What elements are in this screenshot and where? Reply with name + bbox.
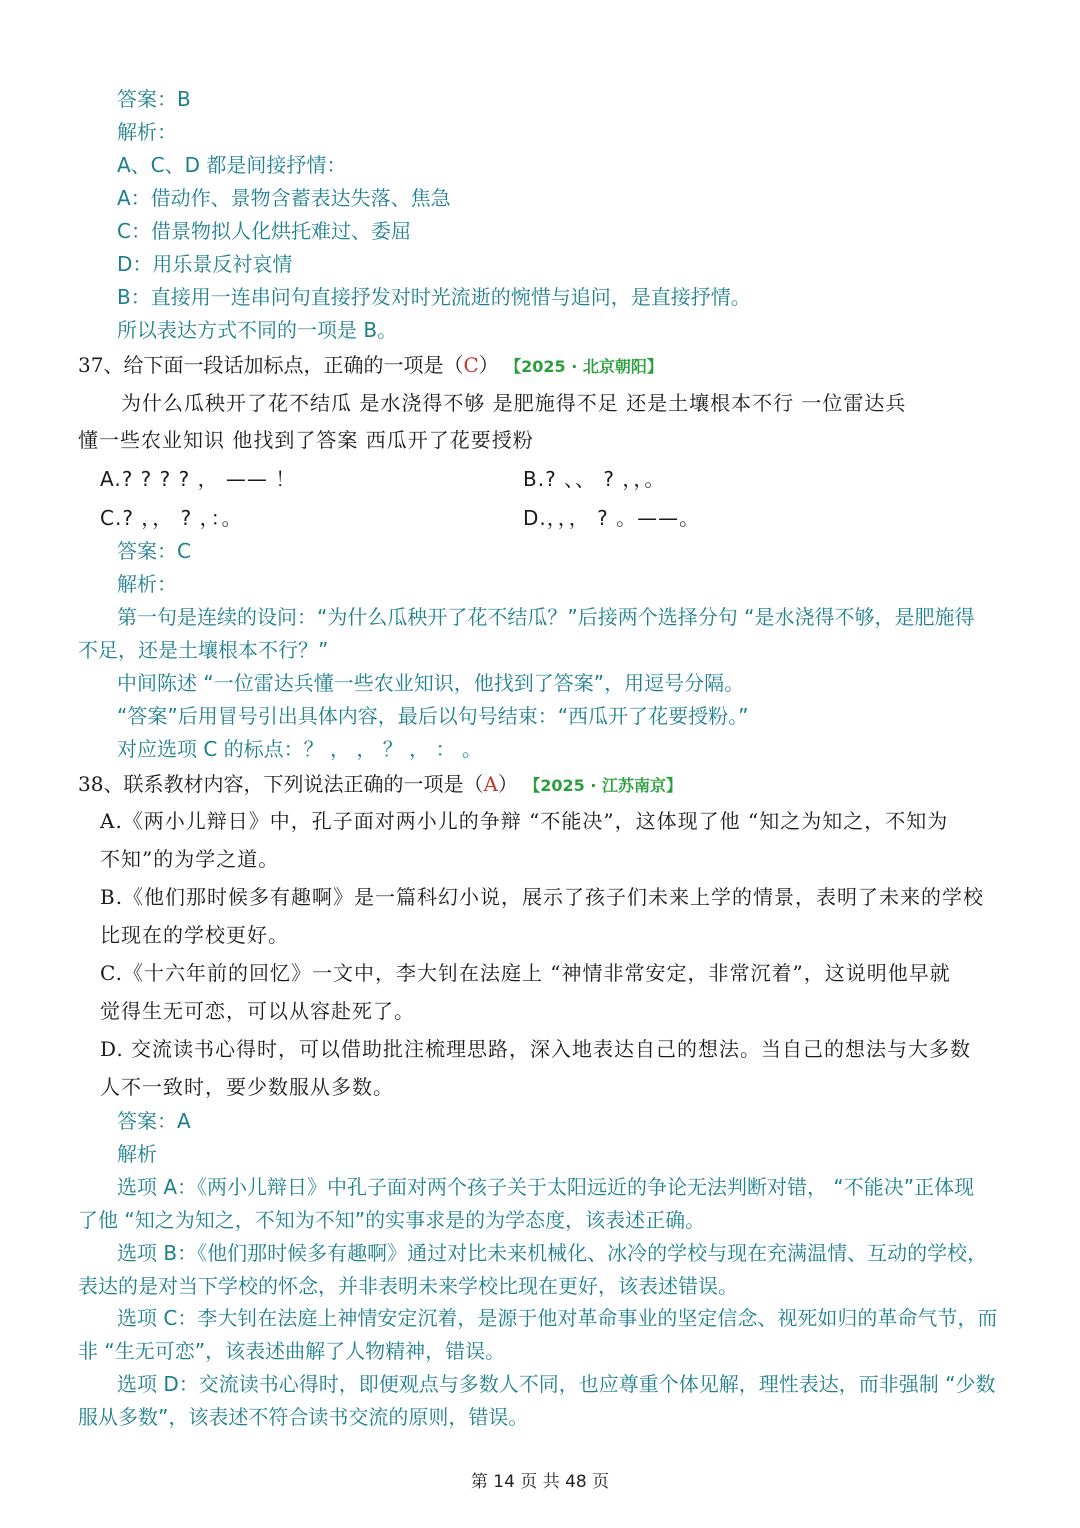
question-38-stem <box>78 771 682 799</box>
option-line: 觉得生无可恋，可以从容赴死了。 <box>100 999 415 1023</box>
option-line: A.《两小儿辩日》中，孔子面对两小儿的争辩 “不能决”，这体现了他 “知之为知之，不知为 <box>100 809 949 833</box>
option-line: C.《十六年前的回忆》一文中，李大钊在法庭上 “神情非常安定，非常沉着”，这说明他早就 <box>100 961 951 985</box>
page-footer: 第 14 页 共 48 页 <box>470 1472 610 1492</box>
source-tag: 【2025 · 江苏南京】 <box>524 776 683 795</box>
option-line: D. 交流读书心得时，可以借助批注梳理思路，深入地表达自己的想法。当自己的想法与大多数 <box>100 1037 972 1061</box>
option-a: A.? ? ? ? ， —— ！ <box>100 467 297 491</box>
option-c: C.? ，， ? ，：。 <box>100 506 243 530</box>
analysis-line: 选项 A：《两小儿辩日》中孔子面对两个孩子关于太阳远近的争论无法判断对错， “不能决”正体现 <box>117 1175 975 1199</box>
stem-choice: C <box>463 353 479 377</box>
stem-text-end: ） <box>497 772 518 796</box>
analysis-label-38: 解析 <box>117 1142 157 1166</box>
source-tag: 【2025 · 北京朝阳】 <box>505 357 663 376</box>
stem-text: 37、给下面一段话加标点，正确的一项是（ <box>78 353 464 377</box>
option-line: B.《他们那时候多有趣啊》是一篇科幻小说，展示了孩子们未来上学的情景，表明了未来的学校 <box>100 885 985 909</box>
analysis-label-36: 解析： <box>117 120 177 144</box>
answer-36: 答案：B <box>117 87 191 111</box>
analysis-line: “答案”后用冒号引出具体内容，最后以句号结束：“西瓜开了花要授粉。” <box>117 704 749 728</box>
analysis-line: 了他 “知之为知之，不知为不知”的实事求是的为学态度，该表述正确。 <box>78 1208 706 1232</box>
stem-text-end: ） <box>478 353 499 377</box>
question-37-stem <box>78 352 663 380</box>
analysis-line: 不足，还是土壤根本不行？” <box>78 638 329 662</box>
analysis-line: 所以表达方式不同的一项是 B。 <box>117 318 398 342</box>
stem-text: 38、联系教材内容，下列说法正确的一项是（ <box>78 772 484 796</box>
answer-38: 答案：A <box>117 1109 191 1133</box>
analysis-line: 选项 D：交流读书心得时，即便观点与多数人不同，也应尊重个体见解，理性表达，而非强制 “少数 <box>117 1372 996 1396</box>
analysis-line: A：借动作、景物含蓄表达失落、焦急 <box>117 186 451 210</box>
answer-37: 答案：C <box>117 539 191 563</box>
analysis-line: 选项 C：李大钊在法庭上神情安定沉着，是源于他对革命事业的坚定信念、视死如归的革命气节，而 <box>117 1306 998 1330</box>
analysis-line: A、C、D 都是间接抒情： <box>117 153 347 177</box>
analysis-line: 服从多数”，该表述不符合读书交流的原则，错误。 <box>78 1405 529 1429</box>
option-line: 比现在的学校更好。 <box>100 923 289 947</box>
analysis-line: 非 “生无可恋”，该表述曲解了人物精神，错误。 <box>78 1339 506 1363</box>
analysis-line: 第一句是连续的设问：“为什么瓜秧开了花不结瓜？”后接两个选择分句 “是水浇得不够，是肥施得 <box>117 605 975 629</box>
option-b: B.? 、、 ? ，，。 <box>523 467 666 491</box>
analysis-line: D：用乐景反衬哀情 <box>117 252 293 276</box>
analysis-line: C：借景物拟人化烘托难过、委屈 <box>117 219 411 243</box>
option-line: 人不一致时，要少数服从多数。 <box>100 1075 394 1099</box>
option-line: 不知”的为学之道。 <box>100 847 280 871</box>
analysis-line: 对应选项 C 的标点：？ ， ， ？ ， ： 。 <box>117 737 482 761</box>
passage-line: 懂一些农业知识 他找到了答案 西瓜开了花要授粉 <box>78 428 534 452</box>
analysis-label-37: 解析： <box>117 572 177 596</box>
passage-line: 为什么瓜秧开了花不结瓜 是水浇得不够 是肥施得不足 还是土壤根本不行 一位雷达兵 <box>121 391 907 415</box>
analysis-line: 中间陈述 “一位雷达兵懂一些农业知识，他找到了答案”，用逗号分隔。 <box>117 671 745 695</box>
option-d: D.，，， ? 。——。 <box>523 506 701 530</box>
stem-choice: A <box>483 772 498 796</box>
analysis-line: B：直接用一连串问句直接抒发对时光流逝的惋惜与追问，是直接抒情。 <box>117 285 751 309</box>
analysis-line: 选项 B：《他们那时候多有趣啊》通过对比未来机械化、冰冷的学校与现在充满温情、互动的学校， <box>117 1241 988 1265</box>
analysis-line: 表达的是对当下学校的怀念，并非表明未来学校比现在更好，该表述错误。 <box>78 1274 738 1298</box>
